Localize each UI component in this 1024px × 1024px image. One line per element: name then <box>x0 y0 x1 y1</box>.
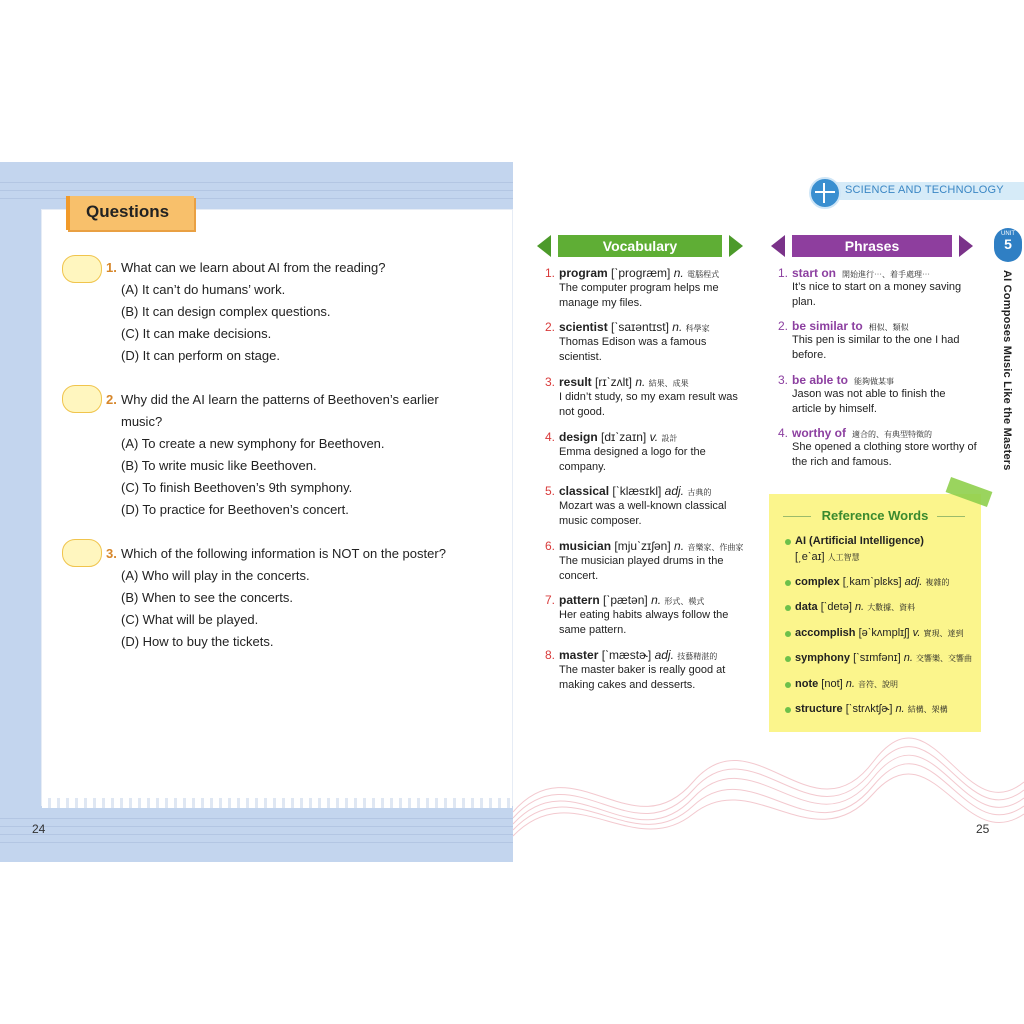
vocab-example: Mozart was a well-known classical music composer. <box>559 500 727 527</box>
reference-word <box>795 601 915 613</box>
reference-ipa: [not] <box>821 678 843 690</box>
phrase-zh: 適合的、有典型特徵的 <box>852 430 932 439</box>
bullet-icon <box>785 656 791 662</box>
reference-word <box>795 652 972 664</box>
reference-word <box>795 703 948 715</box>
vocab-ipa: [ˋmæstɚ] <box>601 648 652 662</box>
vocab-zh: 科學家 <box>685 324 710 333</box>
reference-term: symphony <box>795 652 851 664</box>
vocab-term: scientist <box>559 320 608 334</box>
page-number: 25 <box>976 822 990 836</box>
vocab-number: 7. <box>545 593 556 607</box>
staff-line <box>0 182 513 183</box>
book-spread <box>0 162 1024 862</box>
answer-bubble[interactable] <box>62 255 102 283</box>
option: (B) To write music like Beethoven. <box>121 458 317 473</box>
vocab-word <box>559 539 743 553</box>
vocab-example: Emma designed a logo for the company. <box>559 446 706 473</box>
phrase-number: 3. <box>778 373 789 387</box>
reference-zh: 實現、達到 <box>923 629 964 638</box>
vocab-number: 4. <box>545 430 556 444</box>
reference-ipa: [ˋsɪmfənɪ] <box>853 652 901 664</box>
reference-term: note <box>795 678 819 690</box>
question-number: 3. <box>106 546 117 561</box>
sound-wave-decoration <box>513 722 1024 862</box>
torn-edge <box>42 798 512 808</box>
right-page <box>513 162 1024 862</box>
phrase-text: be able to <box>792 373 849 387</box>
reference-zh: 結構、架構 <box>907 705 948 714</box>
vocab-term: classical <box>559 484 610 498</box>
phrase-text: start on <box>792 266 837 280</box>
reference-term: data <box>795 601 818 613</box>
reference-words-box <box>769 494 981 732</box>
phrase-number: 1. <box>778 266 789 280</box>
phrase-term <box>792 373 894 387</box>
reference-pos: adj. <box>904 576 923 588</box>
vocab-zh: 技藝精湛的 <box>677 652 718 661</box>
vocab-pos: adj. <box>654 648 674 662</box>
vocab-term: pattern <box>559 593 600 607</box>
unit-number: 5 <box>1004 236 1012 252</box>
reference-words-title: Reference Words <box>821 508 929 523</box>
vocab-pos: n. <box>672 320 683 334</box>
phrase-term <box>792 319 909 333</box>
reference-word <box>795 627 963 639</box>
question-number: 2. <box>106 392 117 407</box>
ribbon-end <box>771 235 785 257</box>
reference-term: AI (Artificial Intelligence) <box>795 535 924 547</box>
vocab-example: Her eating habits always follow the same pattern. <box>559 609 729 636</box>
ribbon-end <box>729 235 743 257</box>
vocab-term: master <box>559 648 599 662</box>
question-text: What can we learn about AI from the reading? <box>121 260 386 275</box>
vocab-zh: 設計 <box>661 434 678 443</box>
vocab-example: The computer program helps me manage my files. <box>559 282 719 309</box>
vocab-number: 5. <box>545 484 556 498</box>
vocab-zh: 結果、成果 <box>648 379 689 388</box>
staff-line <box>0 818 513 819</box>
reference-pos: v. <box>912 627 921 639</box>
vocab-term: program <box>559 266 608 280</box>
page-number: 24 <box>32 822 46 836</box>
vocab-word <box>559 484 711 498</box>
reference-pos: n. <box>854 601 865 613</box>
vocab-pos: adj. <box>664 484 685 498</box>
option: (D) It can perform on stage. <box>121 348 280 363</box>
vocab-number: 1. <box>545 266 556 280</box>
phrase-text: worthy of <box>792 426 846 440</box>
vocab-example: The master baker is really good at making cakes and desserts. <box>559 664 726 691</box>
vocab-example: The musician played drums in the concert. <box>559 555 724 582</box>
reference-ipa: [ˋdetə] <box>820 601 852 613</box>
vocab-term: design <box>559 430 598 444</box>
option: (C) It can make decisions. <box>121 326 272 341</box>
question-text: Why did the AI learn the patterns of Beethoven’s earlier <box>121 392 439 407</box>
reference-ipa: [͵kamˋplɛks] <box>842 576 902 588</box>
staff-line <box>0 842 513 843</box>
reference-ipa: [͵eˋaɪ] <box>795 551 825 563</box>
phrase-zh: 能夠做某事 <box>854 377 895 386</box>
reference-zh: 大數據、資料 <box>867 603 916 612</box>
vocab-word <box>559 430 677 444</box>
phrase-text: be similar to <box>792 319 863 333</box>
questions-tab <box>66 196 194 230</box>
reference-word <box>795 535 924 547</box>
vocab-word <box>559 320 710 334</box>
question-text: music? <box>121 414 163 429</box>
questions-tab-label: Questions <box>86 202 170 221</box>
divider <box>937 516 965 517</box>
option: (B) It can design complex questions. <box>121 304 331 319</box>
question-number: 1. <box>106 260 117 275</box>
phrase-example: It’s nice to start on a money saving plan. <box>792 281 962 308</box>
reference-term: accomplish <box>795 627 856 639</box>
vocab-word <box>559 648 717 662</box>
science-globe-icon <box>809 177 841 209</box>
reference-ipa: [əˋkʌmplɪʃ] <box>858 627 910 639</box>
reference-word <box>795 678 898 690</box>
vocab-pos: n. <box>635 375 646 389</box>
reference-zh: 交響樂、交響曲 <box>915 654 972 663</box>
reference-pos: n. <box>845 678 855 690</box>
vocab-word <box>559 593 704 607</box>
vocab-term: musician <box>559 539 612 553</box>
answer-bubble[interactable] <box>62 385 102 413</box>
reference-word <box>795 576 949 588</box>
bullet-icon <box>785 539 791 545</box>
phrase-example: This pen is similar to the one I had before. <box>792 334 960 361</box>
answer-bubble[interactable] <box>62 539 102 567</box>
bullet-icon <box>785 707 791 713</box>
vocab-pos: n. <box>673 266 684 280</box>
reference-pos: n. <box>895 703 905 715</box>
reference-word-detail <box>795 551 860 563</box>
vocab-ipa: [dɪˋzaɪn] <box>601 430 647 444</box>
reference-ipa: [ˋstrʌktʃɚ] <box>845 703 893 715</box>
option: (A) It can’t do humans’ work. <box>121 282 286 297</box>
vocab-ipa: [ˋpætən] <box>603 593 648 607</box>
phrase-zh: 相似、類似 <box>868 323 909 332</box>
question-text: Which of the following information is NOT on the poster? <box>121 546 446 561</box>
phrase-term <box>792 266 930 280</box>
bullet-icon <box>785 631 791 637</box>
vocab-number: 8. <box>545 648 556 662</box>
vocab-zh: 音樂家、作曲家 <box>687 543 744 552</box>
ribbon-end <box>959 235 973 257</box>
vocab-example: Thomas Edison was a famous scientist. <box>559 336 707 363</box>
vocab-pos: n. <box>651 593 662 607</box>
vocab-number: 2. <box>545 320 556 334</box>
vocabulary-heading: Vocabulary <box>558 235 722 257</box>
bullet-icon <box>785 605 791 611</box>
vocab-number: 6. <box>545 539 556 553</box>
vocab-word <box>559 375 689 389</box>
unit-label: UNIT <box>1001 231 1015 237</box>
phrase-number: 2. <box>778 319 789 333</box>
staff-line <box>0 190 513 191</box>
phrase-number: 4. <box>778 426 789 440</box>
vocab-number: 3. <box>545 375 556 389</box>
phrase-example: She opened a clothing store worthy of the rich and famous. <box>792 441 977 468</box>
vocab-ipa: [ˋprogræm] <box>611 266 671 280</box>
reference-pos: n. <box>903 652 913 664</box>
vocab-ipa: [mjuˋzɪʃən] <box>614 539 671 553</box>
vocab-ipa: [ˋsaɪəntɪst] <box>611 320 669 334</box>
reference-zh: 人工智慧 <box>827 553 860 562</box>
option: (C) To finish Beethoven’s 9th symphony. <box>121 480 353 495</box>
option: (D) How to buy the tickets. <box>121 634 274 649</box>
option: (D) To practice for Beethoven’s concert. <box>121 502 349 517</box>
bullet-icon <box>785 682 791 688</box>
vocab-ipa: [ˋklæsɪkl] <box>612 484 662 498</box>
vocab-ipa: [rɪˋzʌlt] <box>595 375 632 389</box>
vocab-zh: 形式、模式 <box>664 597 705 606</box>
phrases-heading: Phrases <box>792 235 952 257</box>
option: (A) Who will play in the concerts. <box>121 568 310 583</box>
reference-zh: 音符、說明 <box>858 680 899 689</box>
vocab-pos: n. <box>674 539 685 553</box>
staff-line <box>0 826 513 827</box>
reference-term: complex <box>795 576 840 588</box>
staff-line <box>0 834 513 835</box>
phrase-example: Jason was not able to finish the article by himself. <box>792 388 946 415</box>
bullet-icon <box>785 580 791 586</box>
category-label: SCIENCE AND TECHNOLOGY <box>845 184 1004 196</box>
ribbon-end <box>537 235 551 257</box>
option: (A) To create a new symphony for Beethoven. <box>121 436 385 451</box>
unit-badge <box>994 228 1022 262</box>
vocab-zh: 古典的 <box>687 488 712 497</box>
unit-title: AI Composes Music Like the Masters <box>1001 270 1013 471</box>
vocab-term: result <box>559 375 592 389</box>
vocab-word <box>559 266 719 280</box>
left-page <box>0 162 513 862</box>
vocab-pos: v. <box>649 430 659 444</box>
phrase-term <box>792 426 932 440</box>
option: (C) What will be played. <box>121 612 259 627</box>
phrase-zh: 開始進行⋯、着手處理⋯ <box>842 270 931 279</box>
option: (B) When to see the concerts. <box>121 590 293 605</box>
vocab-zh: 電腦程式 <box>687 270 720 279</box>
reference-term: structure <box>795 703 843 715</box>
reference-zh: 複雜的 <box>925 578 950 587</box>
vocab-example: I didn’t study, so my exam result was not good. <box>559 391 738 418</box>
